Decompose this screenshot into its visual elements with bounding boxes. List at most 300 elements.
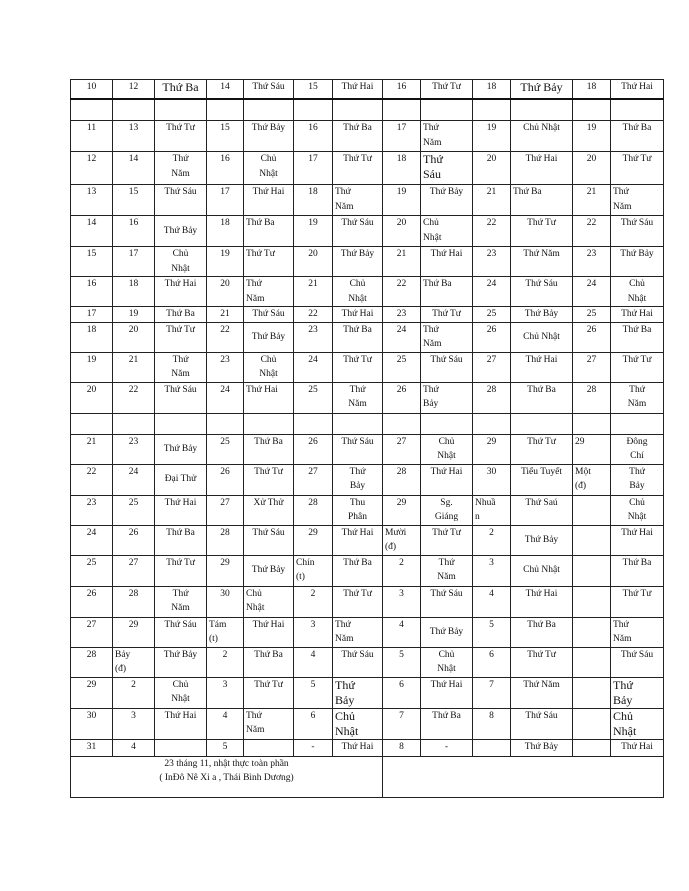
table-cell — [294, 677, 333, 708]
table-cell — [473, 495, 511, 525]
cell-text: Thứ Ba — [343, 123, 372, 133]
cell-text: Chủ — [423, 218, 439, 228]
table-cell — [71, 555, 113, 586]
cell-text: 2 — [399, 557, 404, 568]
table-cell — [155, 495, 207, 525]
table-cell — [113, 185, 155, 216]
table-cell — [473, 647, 511, 677]
cell-text: Thứ Ba — [527, 619, 556, 630]
cell-text: Thứ Sáu — [164, 187, 197, 197]
cell-text: Mười — [385, 527, 407, 538]
cell-text: Phân — [348, 512, 367, 522]
table-cell — [207, 121, 244, 152]
cell-text: Thứ Tư — [166, 324, 195, 335]
cell-text: 4 — [310, 649, 316, 660]
cell-text: Thứ Hai — [341, 527, 374, 538]
cell-text: Thứ Tư — [254, 466, 283, 477]
table-cell — [333, 152, 383, 185]
table-row — [71, 185, 664, 216]
cell-text: Thứ Tư — [432, 527, 461, 538]
footnote-row — [71, 756, 664, 797]
cell-text: 18 — [86, 324, 97, 335]
table-row — [71, 495, 664, 525]
cell-text: Thứ Hai — [252, 187, 285, 197]
table-cell — [155, 677, 207, 708]
table-cell — [155, 322, 207, 352]
table-cell — [473, 185, 511, 216]
table-cell — [383, 586, 421, 617]
table-cell — [333, 739, 383, 756]
cell-text: 14 — [220, 82, 230, 92]
table-cell — [333, 617, 383, 647]
table-cell — [71, 413, 113, 434]
cell-text: 24 — [396, 324, 407, 335]
table-row — [71, 247, 664, 277]
cell-text: 17 — [396, 123, 407, 133]
cell-text: Thứ — [423, 324, 439, 335]
table-cell — [511, 277, 573, 307]
cell-text: 20 — [308, 249, 318, 259]
cell-text: Thứ Ba — [166, 527, 195, 538]
cell-text: 22 — [220, 324, 230, 335]
table-cell — [71, 525, 113, 555]
table-cell — [294, 434, 333, 464]
cell-text: Thứ Tư — [343, 354, 372, 365]
cell-text: Nhật — [171, 694, 190, 704]
cell-text: Năm — [437, 572, 456, 582]
cell-text: 28 — [86, 649, 97, 660]
table-cell — [511, 99, 573, 121]
cell-text: Thứ Ba — [527, 384, 556, 395]
table-cell — [611, 647, 664, 677]
table-cell — [573, 382, 611, 413]
table-cell — [611, 382, 664, 413]
cell-text: 23 — [220, 354, 230, 365]
cell-text: Chủ — [438, 649, 455, 660]
cell-text: Bảy — [629, 481, 645, 491]
cell-text: 20 — [128, 324, 139, 335]
cell-text: 2 — [310, 588, 316, 599]
cell-text: Năm — [246, 725, 265, 735]
cell-text: 31 — [86, 741, 97, 752]
table-cell — [511, 677, 573, 708]
table-cell — [611, 216, 664, 247]
table-cell — [207, 617, 244, 647]
table-cell — [573, 247, 611, 277]
cell-text: Năm — [348, 399, 367, 409]
cell-text: 17 — [86, 309, 97, 319]
table-cell — [333, 434, 383, 464]
table-cell — [611, 617, 664, 647]
table-cell — [294, 555, 333, 586]
table-cell — [155, 99, 207, 121]
table-cell — [511, 434, 573, 464]
table-cell — [71, 277, 113, 307]
table-cell — [383, 434, 421, 464]
table-cell — [113, 307, 155, 323]
table-cell — [421, 708, 473, 739]
table-cell — [333, 586, 383, 617]
cell-text: 24 — [128, 466, 139, 477]
table-cell — [611, 185, 664, 216]
cell-text: Chủ — [438, 436, 455, 447]
cell-text: 23 — [128, 436, 139, 447]
table-cell — [421, 382, 473, 413]
cell-text: Thứ Tư — [432, 82, 461, 92]
table-cell — [294, 464, 333, 495]
table-row — [71, 525, 664, 555]
cell-text: Thứ Hai — [430, 466, 463, 477]
cell-text: 28 — [486, 384, 497, 395]
table-cell — [113, 80, 155, 99]
table-cell — [333, 80, 383, 99]
cell-text: Thứ Ba — [513, 187, 542, 197]
table-cell — [573, 216, 611, 247]
cell-text: Thứ Sáu — [525, 279, 558, 289]
cell-text: Bảy — [423, 399, 439, 409]
table-cell — [294, 617, 333, 647]
table-cell — [473, 247, 511, 277]
table-cell — [511, 121, 573, 152]
table-cell — [155, 152, 207, 185]
table-cell — [421, 80, 473, 99]
cell-text: Thứ Tư — [527, 436, 556, 447]
table-cell — [113, 495, 155, 525]
cell-text: Thứ Hai — [164, 710, 197, 721]
cell-text: Bảy — [349, 481, 366, 491]
cell-text: Thứ Ba — [622, 324, 652, 335]
cell-text: 21 — [586, 187, 597, 197]
cell-text: Tám — [209, 619, 227, 630]
table-cell — [611, 322, 664, 352]
cell-text: Thứ Sáu — [252, 82, 285, 92]
table-cell — [294, 247, 333, 277]
cell-text: 12 — [128, 82, 139, 92]
cell-text: Thứ — [423, 152, 443, 166]
table-cell — [473, 307, 511, 323]
cell-text: Chủ — [349, 279, 366, 289]
table-cell — [333, 216, 383, 247]
cell-text: 23 — [586, 249, 597, 259]
cell-text: Năm — [171, 168, 190, 179]
table-cell — [113, 525, 155, 555]
cell-text: 30 — [86, 710, 97, 721]
cell-text: Thứ Hai — [525, 154, 558, 164]
cell-text: Chủ — [172, 679, 189, 690]
cell-text: Thứ Bảy — [251, 123, 286, 133]
cell-text: 25 — [128, 497, 139, 508]
table-cell — [113, 121, 155, 152]
table-cell — [333, 495, 383, 525]
cell-text: 2 — [489, 527, 494, 538]
table-cell — [611, 464, 664, 495]
table-cell — [294, 152, 333, 185]
table-cell — [244, 216, 294, 247]
table-cell — [155, 586, 207, 617]
table-cell — [294, 525, 333, 555]
cell-text: Chủ — [260, 154, 277, 164]
cell-text: Năm — [613, 201, 632, 212]
table-cell — [244, 586, 294, 617]
cell-text: 13 — [86, 187, 97, 197]
table-cell — [155, 247, 207, 277]
cell-text: Chín — [296, 557, 315, 568]
footnote-cell — [71, 756, 383, 797]
cell-text: Thứ Hai — [621, 82, 653, 92]
cell-text: Thứ Bảy — [524, 534, 559, 545]
table-cell — [421, 277, 473, 307]
table-cell — [383, 352, 421, 382]
table-cell — [244, 495, 294, 525]
cell-text: Thứ Sáu — [341, 649, 374, 660]
table-cell — [294, 121, 333, 152]
cell-text: 26 — [308, 436, 318, 447]
table-cell — [573, 586, 611, 617]
cell-text: 19 — [586, 123, 597, 133]
cell-text: Chủ — [613, 708, 634, 723]
cell-text: Thứ — [335, 187, 351, 197]
table-cell — [244, 555, 294, 586]
cell-text: 20 — [86, 384, 97, 395]
table-cell — [421, 525, 473, 555]
table-row — [71, 464, 664, 495]
table-cell — [333, 382, 383, 413]
table-cell — [473, 80, 511, 99]
table-cell — [421, 185, 473, 216]
cell-text: 23 — [396, 309, 407, 319]
cell-text: Thứ Hai — [164, 497, 197, 508]
cell-text: Thứ — [172, 354, 189, 365]
table-cell — [71, 647, 113, 677]
table-cell — [383, 555, 421, 586]
table-cell — [421, 677, 473, 708]
cell-text: 26 — [396, 384, 407, 395]
cell-text: 17 — [308, 154, 318, 164]
table-cell — [473, 121, 511, 152]
cell-text: 29 — [86, 679, 97, 690]
cell-text: Chủ — [335, 708, 356, 723]
cell-text: 2 — [222, 649, 228, 660]
table-cell — [333, 121, 383, 152]
table-cell — [421, 322, 473, 352]
table-cell — [244, 185, 294, 216]
table-cell — [511, 555, 573, 586]
table-cell — [207, 322, 244, 352]
cell-text: 27 — [220, 497, 230, 508]
table-cell — [383, 247, 421, 277]
cell-text: Thứ Tư — [166, 123, 195, 133]
cell-text: Thứ Ba — [246, 218, 275, 228]
table-cell — [473, 739, 511, 756]
table-cell — [207, 99, 244, 121]
table-cell — [155, 434, 207, 464]
table-cell — [421, 352, 473, 382]
table-row — [71, 121, 664, 152]
table-cell — [207, 152, 244, 185]
table-cell — [611, 307, 664, 323]
table-cell — [244, 352, 294, 382]
cell-text: - — [311, 741, 315, 752]
cell-text: Bảy — [115, 649, 131, 660]
cell-text: 20 — [220, 279, 230, 289]
table-cell — [573, 152, 611, 185]
table-cell — [155, 555, 207, 586]
table-cell — [573, 495, 611, 525]
cell-text: 3 — [222, 679, 228, 690]
cell-text: Nhật — [437, 664, 456, 674]
table-cell — [207, 80, 244, 99]
cell-text: 18 — [308, 187, 318, 197]
table-cell — [511, 152, 573, 185]
cell-text: 24 — [86, 527, 97, 538]
cell-text: Chủ Nhật — [523, 565, 560, 576]
cell-text: Thứ — [172, 154, 189, 164]
table-row — [71, 617, 664, 647]
table-cell — [511, 617, 573, 647]
table-cell — [333, 247, 383, 277]
cell-text: Chủ — [172, 249, 189, 259]
table-cell — [421, 555, 473, 586]
table-cell — [71, 739, 113, 756]
table-cell — [244, 464, 294, 495]
table-cell — [421, 152, 473, 185]
cell-text: 4 — [222, 710, 228, 721]
cell-text: 28 — [308, 497, 318, 508]
table-cell — [473, 525, 511, 555]
cell-text: Năm — [423, 339, 442, 349]
table-cell — [473, 708, 511, 739]
cell-text: Chủ — [629, 279, 645, 289]
table-cell — [573, 525, 611, 555]
table-cell — [573, 277, 611, 307]
table-cell — [113, 739, 155, 756]
table-cell — [244, 708, 294, 739]
table-cell — [155, 185, 207, 216]
cell-text: Thứ Tư — [343, 588, 372, 599]
table-cell — [71, 152, 113, 185]
table-cell — [573, 307, 611, 323]
cell-text: Thứ Ba — [622, 557, 652, 568]
table-cell — [113, 216, 155, 247]
cell-text: Thứ — [423, 123, 439, 133]
cell-text: Thứ — [335, 619, 351, 630]
table-cell — [333, 99, 383, 121]
table-cell — [294, 382, 333, 413]
cell-text: Thứ Ba — [343, 557, 372, 568]
cell-text: 15 — [308, 82, 318, 92]
table-cell — [294, 495, 333, 525]
cell-text: Một — [575, 466, 591, 477]
cell-text: Giáng — [434, 512, 459, 522]
table-row — [71, 739, 664, 756]
cell-text: Thứ Sáu — [430, 588, 463, 599]
cell-text: 20 — [396, 218, 407, 228]
cell-text: 27 — [86, 619, 97, 630]
table-cell — [473, 434, 511, 464]
cell-text: 25 — [308, 384, 318, 395]
table-cell — [244, 307, 294, 323]
table-cell — [383, 382, 421, 413]
cell-text: Thứ Sáu — [341, 218, 374, 228]
cell-text: Nhật — [613, 723, 637, 738]
cell-text: Thứ Bảy — [429, 626, 464, 637]
cell-text: Thứ Tư — [622, 354, 652, 365]
table-cell — [611, 352, 664, 382]
table-cell — [383, 322, 421, 352]
cell-text: n — [475, 512, 480, 522]
table-cell — [294, 352, 333, 382]
cell-text: 16 — [220, 154, 230, 164]
cell-text: Nhật — [259, 168, 278, 179]
table-cell — [113, 277, 155, 307]
table-row — [71, 677, 664, 708]
cell-text: Bảy — [335, 692, 355, 707]
table-cell — [573, 413, 611, 434]
table-cell — [421, 307, 473, 323]
table-cell — [71, 99, 113, 121]
table-cell — [383, 121, 421, 152]
cell-text: Thứ — [613, 619, 629, 630]
cell-text: Thứ — [629, 466, 645, 477]
table-cell — [383, 216, 421, 247]
cell-text: 18 — [586, 82, 597, 92]
cell-text: Năm — [627, 399, 647, 409]
cell-text: Nhật — [259, 369, 278, 379]
cell-text: Thứ — [613, 677, 633, 692]
cell-text: 21 — [128, 354, 139, 365]
cell-text: Năm — [171, 603, 190, 613]
cell-text: 21 — [486, 187, 497, 197]
cell-text: 18 — [396, 154, 407, 164]
table-cell — [511, 247, 573, 277]
cell-text: Thứ — [349, 384, 366, 395]
table-row — [71, 708, 664, 739]
cell-text: 18 — [220, 218, 230, 228]
table-cell — [573, 617, 611, 647]
table-cell — [207, 307, 244, 323]
cell-text: - — [444, 741, 449, 752]
cell-text: 26 — [220, 466, 230, 477]
table-cell — [511, 647, 573, 677]
cell-text: 3 — [310, 619, 316, 630]
cell-text: 23 — [86, 497, 97, 508]
table-cell — [421, 99, 473, 121]
table-cell — [155, 277, 207, 307]
cell-text: Thứ Hai — [621, 741, 653, 752]
table-cell — [333, 413, 383, 434]
table-cell — [383, 152, 421, 185]
cell-text: Nhật — [627, 512, 647, 522]
cell-text: Thứ Năm — [523, 679, 560, 690]
table-cell — [383, 277, 421, 307]
table-cell — [155, 382, 207, 413]
cell-text: 16 — [86, 279, 97, 289]
footnote-line-2: ( InĐô Nê Xi a , Thái Bình Dương) — [159, 772, 294, 783]
cell-text: Thứ Năm — [523, 249, 560, 259]
cell-text: Thứ Hai — [246, 384, 278, 395]
table-cell — [71, 80, 113, 99]
cell-text: 3 — [131, 710, 136, 721]
table-cell — [421, 464, 473, 495]
table-cell — [383, 708, 421, 739]
table-cell — [207, 555, 244, 586]
cell-text: 13 — [128, 123, 139, 133]
table-cell — [383, 99, 421, 121]
table-cell — [573, 80, 611, 99]
cell-text: 23 — [486, 249, 497, 259]
cell-text: 29 — [308, 527, 318, 538]
table-cell — [155, 525, 207, 555]
